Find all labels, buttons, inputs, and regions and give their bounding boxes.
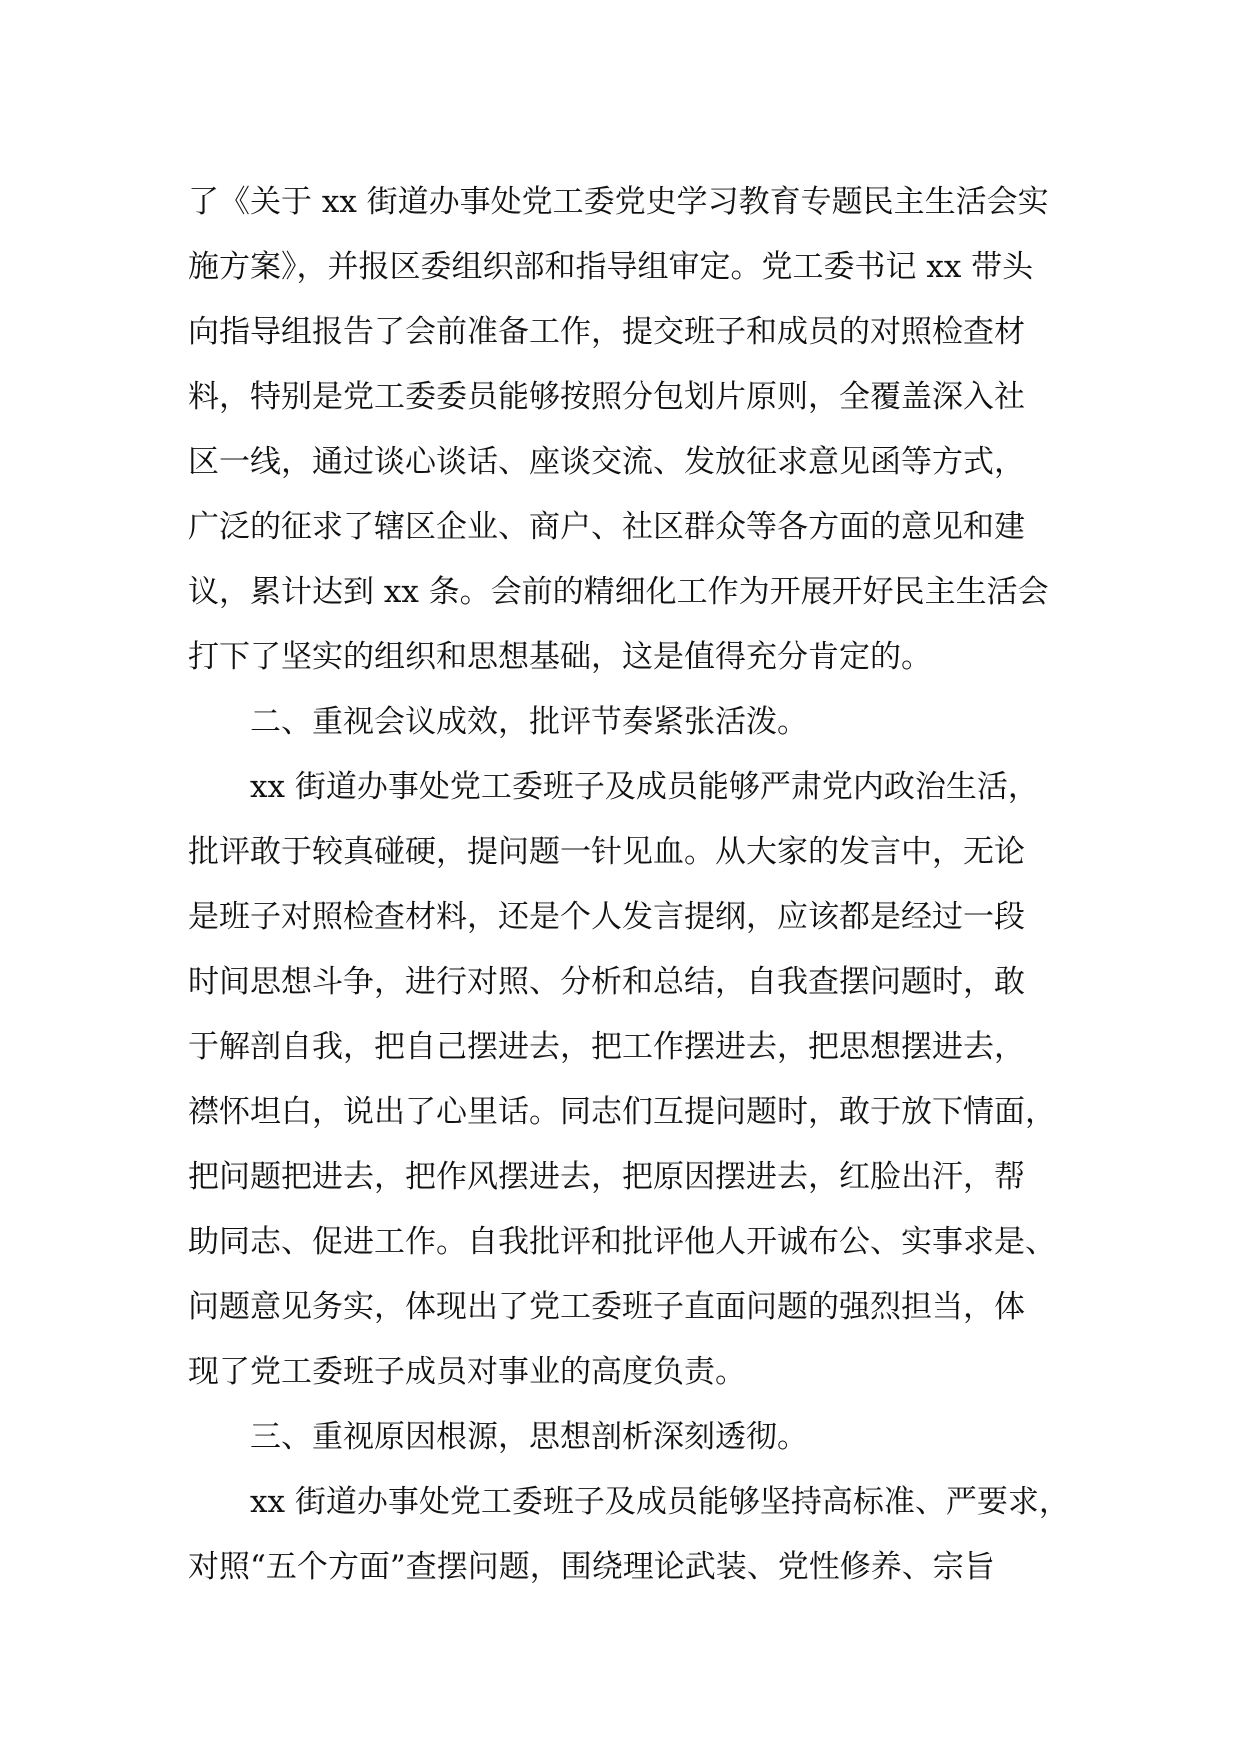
section-heading: 三、重视原因根源，思想剖析深刻透彻。 (250, 1419, 808, 1455)
text-line: 把问题把进去，把作风摆进去，把原因摆进去，红脸出汗，帮 (188, 1159, 1025, 1195)
text-line: 区一线，通过谈心谈话、座谈交流、发放征求意见函等方式， (188, 444, 1025, 480)
section-heading: 二、重视会议成效，批评节奏紧张活泼。 (250, 704, 808, 740)
text-line: 助同志、促进工作。自我批评和批评他人开诚布公、实事求是、 (188, 1224, 1056, 1260)
text-line: 对照“五个方面”查摆问题，围绕理论武装、党性修养、宗旨 (188, 1549, 995, 1585)
text-line: 施方案》，并报区委组织部和指导组审定。党工委书记 xx 带头 (188, 249, 1034, 285)
text-line: 批评敢于较真碰硬，提问题一针见血。从大家的发言中，无论 (188, 834, 1025, 870)
paragraph-first-line: xx 街道办事处党工委班子及成员能够坚持高标准、严要求， (250, 1484, 1070, 1520)
text-line: 了《关于 xx 街道办事处党工委党史学习教育专题民主生活会实 (188, 184, 1049, 220)
text-line: 襟怀坦白，说出了心里话。同志们互提问题时，敢于放下情面， (188, 1094, 1056, 1130)
text-line: 时间思想斗争，进行对照、分析和总结，自我查摆问题时，敢 (188, 964, 1025, 1000)
text-line: 现了党工委班子成员对事业的高度负责。 (188, 1354, 746, 1390)
text-line: 广泛的征求了辖区企业、商户、社区群众等各方面的意见和建 (188, 509, 1025, 545)
paragraph-first-line: xx 街道办事处党工委班子及成员能够严肃党内政治生活， (250, 769, 1039, 805)
text-line: 打下了坚实的组织和思想基础，这是值得充分肯定的。 (188, 639, 932, 675)
text-line: 向指导组报告了会前准备工作，提交班子和成员的对照检查材 (188, 314, 1025, 350)
document-body (188, 170, 1068, 1600)
text-line: 料，特别是党工委委员能够按照分包划片原则，全覆盖深入社 (188, 379, 1025, 415)
text-line: 议，累计达到 xx 条。会前的精细化工作为开展开好民主生活会 (188, 574, 1049, 610)
text-line: 问题意见务实，体现出了党工委班子直面问题的强烈担当，体 (188, 1289, 1025, 1325)
text-line: 是班子对照检查材料，还是个人发言提纲，应该都是经过一段 (188, 899, 1025, 935)
text-line: 于解剖自我，把自己摆进去，把工作摆进去，把思想摆进去， (188, 1029, 1025, 1065)
